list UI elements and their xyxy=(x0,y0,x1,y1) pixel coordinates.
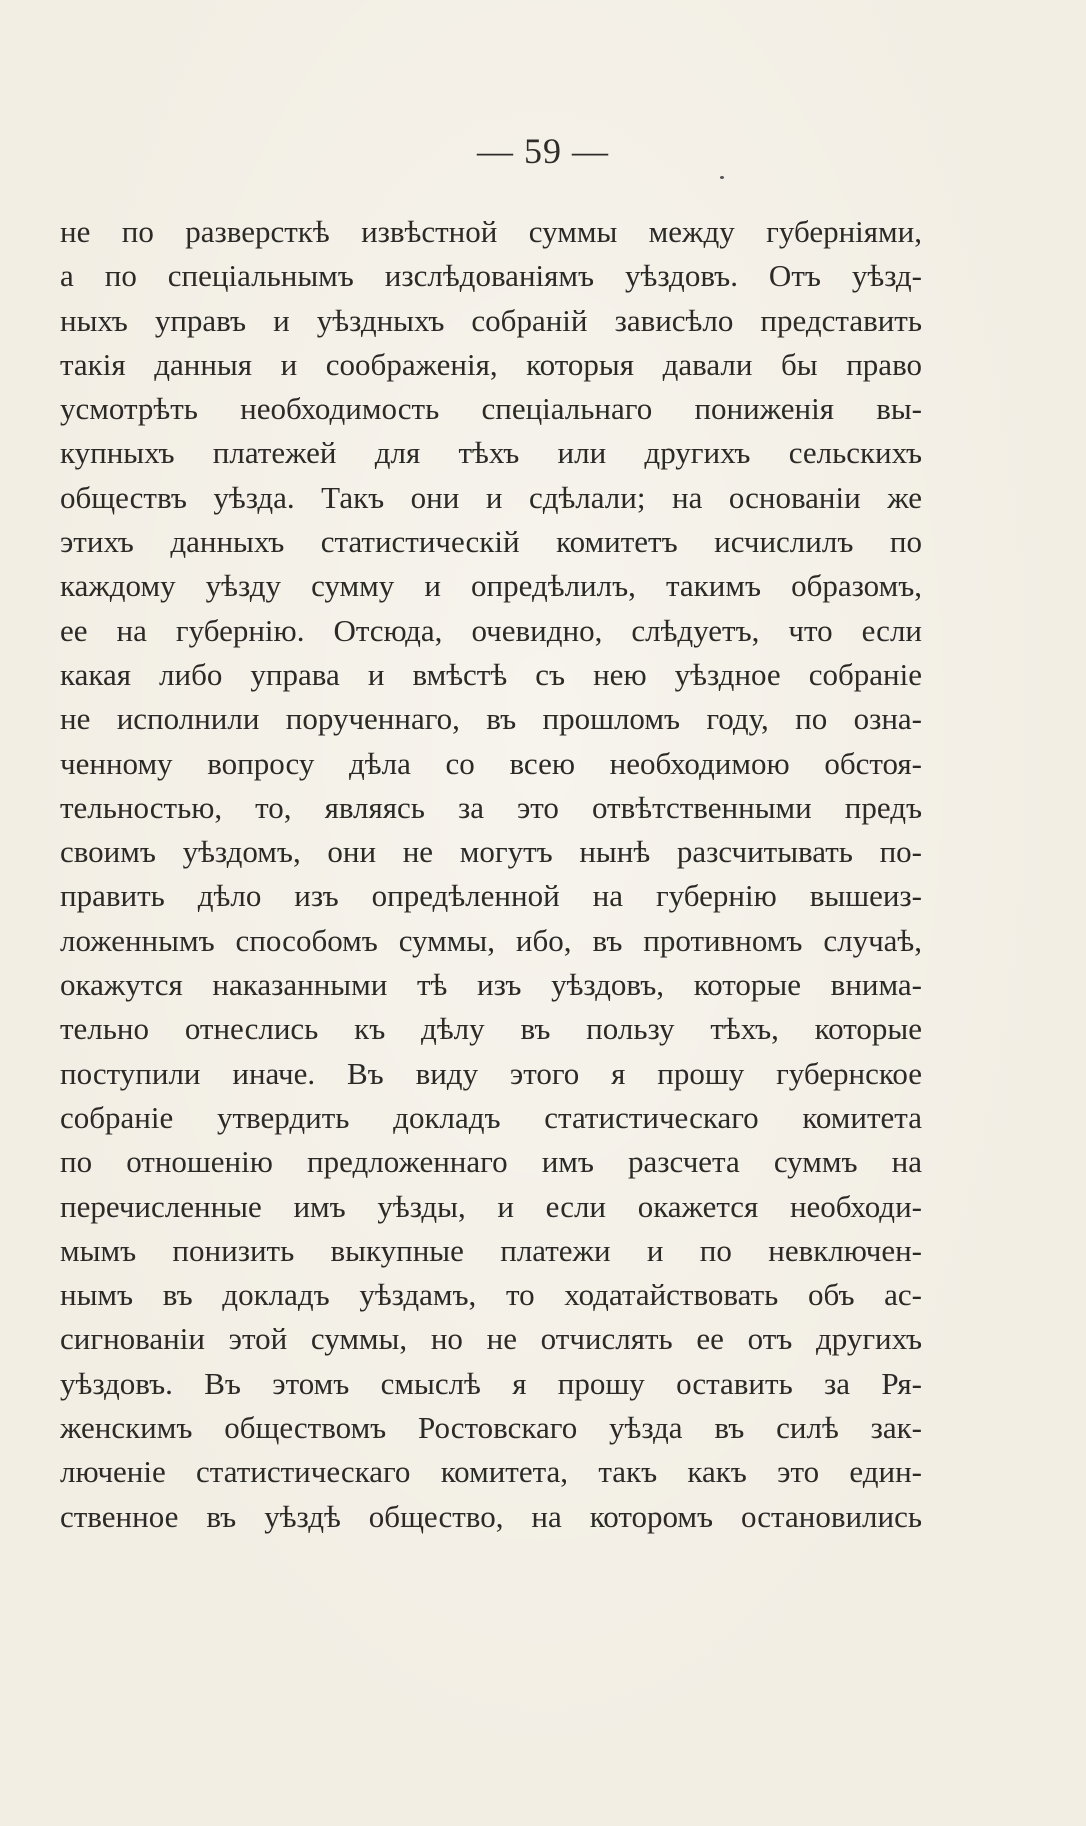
text-line: тельностью, то, являясь за это отвѣтственными предъ xyxy=(60,789,922,825)
text-line: уѣздовъ. Въ этомъ смыслѣ я прошу оставить за Ря- xyxy=(60,1365,922,1401)
text-line: своимъ уѣздомъ, они не могутъ нынѣ разсчитывать по- xyxy=(60,834,922,870)
text-line: тельно отнеслись къ дѣлу въ пользу тѣхъ, которые xyxy=(60,1011,922,1047)
text-line: править дѣло изъ опредѣленной на губернію вышеиз- xyxy=(60,878,922,914)
text-line: усмотрѣть необходимость спеціальнаго пониженія вы- xyxy=(60,391,922,427)
text-line: обществъ уѣзда. Такъ они и сдѣлали; на основаніи же xyxy=(60,479,922,515)
text-line: нымъ въ докладъ уѣздамъ, то ходатайствовать объ ас- xyxy=(60,1277,922,1313)
page-number: — 59 — xyxy=(477,131,609,171)
body-text xyxy=(60,210,922,1539)
text-line: а по спеціальнымъ изслѣдованіямъ уѣздовъ. Отъ уѣзд- xyxy=(60,258,922,294)
text-line: не исполнили порученнаго, въ прошломъ году, по озна- xyxy=(60,701,922,737)
text-line: женскимъ обществомъ Ростовскаго уѣзда въ силѣ зак- xyxy=(60,1410,922,1446)
text-line: ственное въ уѣздѣ общество, на которомъ остановились xyxy=(60,1498,922,1534)
text-line: такія данныя и соображенія, которыя давали бы право xyxy=(60,346,922,382)
text-line: ныхъ управъ и уѣздныхъ собраній зависѣло представить xyxy=(60,302,922,338)
text-line: не по разверсткѣ извѣстной суммы между губерніями, xyxy=(60,214,922,249)
text-line: купныхъ платежей для тѣхъ или другихъ сельскихъ xyxy=(60,435,922,471)
text-line: какая либо управа и вмѣстѣ съ нею уѣздное собраніе xyxy=(60,656,922,692)
text-line: собраніе утвердить докладъ статистическаго комитета xyxy=(60,1099,922,1135)
text-line: поступили иначе. Въ виду этого я прошу губернское xyxy=(60,1055,922,1091)
text-line: этихъ данныхъ статистическій комитетъ исчислилъ по xyxy=(60,524,922,560)
text-line: сигнованіи этой суммы, но не отчислять ее отъ другихъ xyxy=(60,1321,922,1357)
text-line: ченному вопросу дѣла со всею необходимою обстоя- xyxy=(60,745,922,781)
text-line: ее на губернію. Отсюда, очевидно, слѣдуетъ, что если xyxy=(60,612,922,648)
text-line: люченіе статистическаго комитета, такъ какъ это един- xyxy=(60,1454,922,1490)
text-line: каждому уѣзду сумму и опредѣлилъ, такимъ образомъ, xyxy=(60,568,922,604)
ink-speck xyxy=(720,176,724,179)
text-line: мымъ понизить выкупные платежи и по невключен- xyxy=(60,1232,922,1268)
text-line: ложеннымъ способомъ суммы, ибо, въ противномъ случаѣ, xyxy=(60,922,922,958)
text-line: перечисленные имъ уѣзды, и если окажется необходи- xyxy=(60,1188,922,1224)
text-line: по отношенію предложеннаго имъ разсчета суммъ на xyxy=(60,1144,922,1180)
text-line: окажутся наказанными тѣ изъ уѣздовъ, которые внима- xyxy=(60,967,922,1003)
